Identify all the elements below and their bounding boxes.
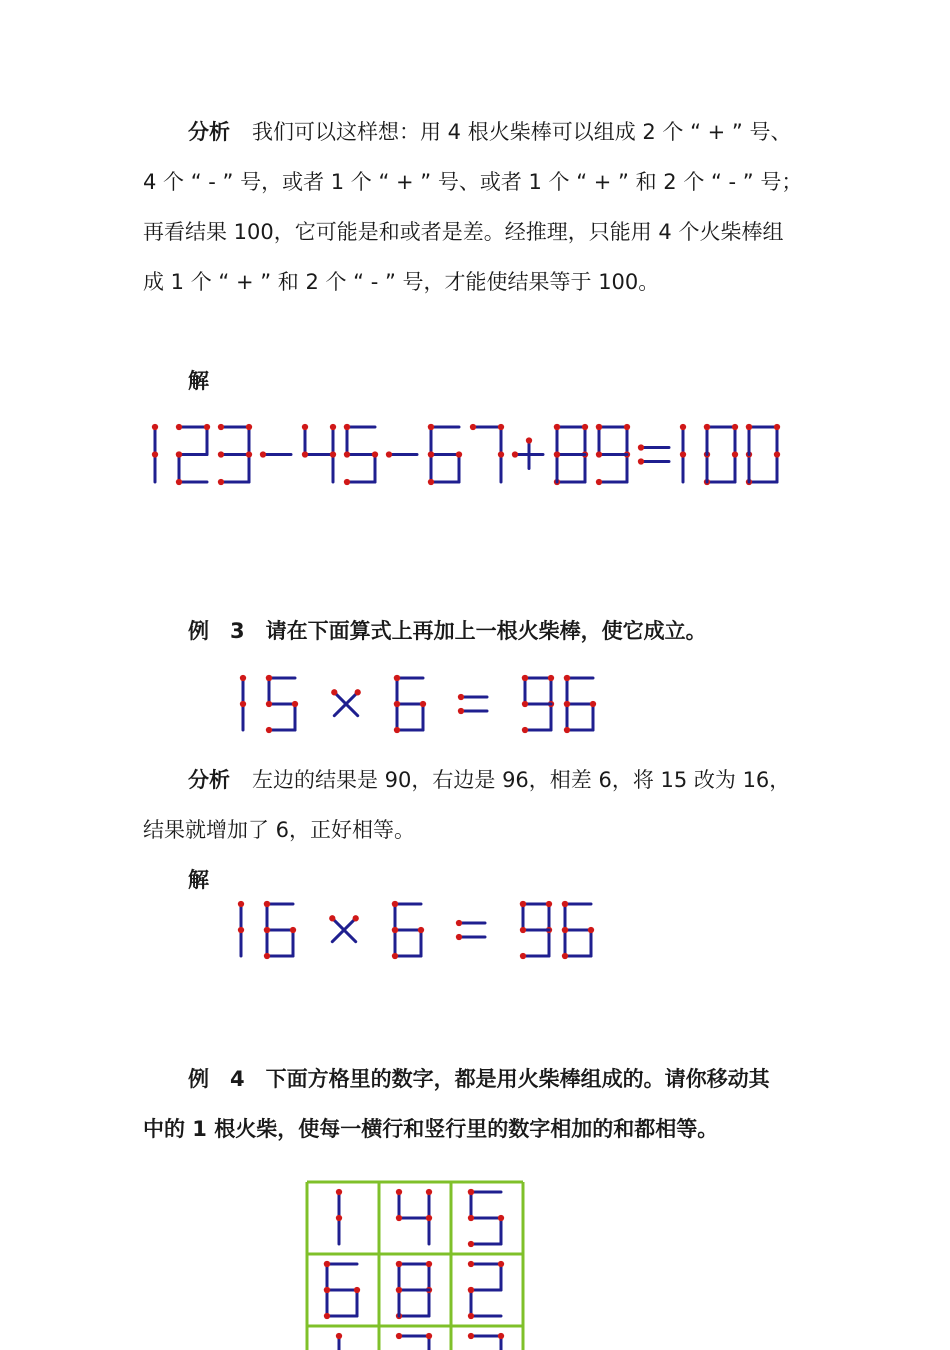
matchstick-head [522,727,528,733]
matchstick-head [336,1189,342,1195]
solution1-equation [0,410,950,500]
matchstick-head [498,1333,504,1339]
glyph-6 [324,1261,360,1319]
example3-analysis-label: 分析 [188,768,230,792]
matchstick-head [394,701,400,707]
matchstick-head [246,424,252,430]
glyph-5 [344,424,378,485]
matchstick-head [176,479,182,485]
matchstick-head [238,901,244,907]
glyph-= [638,444,669,464]
glyph-6 [428,424,462,485]
glyph-= [458,694,487,714]
matchstick-head [266,701,272,707]
matchstick-head [394,675,400,681]
matchstick-head [264,927,270,933]
glyph-1 [336,1333,342,1350]
matchstick-head [355,689,361,695]
matchstick-head [732,451,738,457]
glyph-9 [522,675,554,733]
matchstick-head [458,694,464,700]
matchstick-head [774,451,780,457]
matchstick-head [546,901,552,907]
matchstick-head [218,479,224,485]
matchstick-head [266,727,272,733]
matchstick-head [394,727,400,733]
matchstick-head [732,424,738,430]
matchstick-head [554,451,560,457]
matchstick-head [264,953,270,959]
matchstick-head [240,701,246,707]
glyph-0 [746,424,780,485]
matchstick-head [468,1287,474,1293]
glyph-3 [218,424,252,485]
solution1-label: 解 [188,369,209,393]
glyph-× [329,915,359,942]
matchstick-head [522,701,528,707]
analysis1-line-1 [188,117,791,147]
matchstick-head [329,915,335,921]
matchstick-head [152,424,158,430]
glyph-× [331,689,361,716]
matchstick-head [746,424,752,430]
glyph-= [456,920,485,940]
matchstick-head [426,1189,432,1195]
matchstick-head [176,451,182,457]
matchstick-head [596,424,602,430]
glyph-6 [562,901,594,959]
analysis1-line-4: 成 1 个 “ + ” 和 2 个 “ - ” 号，才能使结果等于 100。 [143,270,660,294]
matchstick-head [240,675,246,681]
matchstick-head [498,1261,504,1267]
example3-title: 例 3 请在下面算式上再加上一根火柴棒，使它成立。 [188,619,707,643]
matchstick-head [468,1189,474,1195]
glyph-6 [392,901,424,959]
matchstick-head [176,424,182,430]
matchstick-head [548,675,554,681]
example4-title-line-2: 中的 1 根火柴，使每一横行和竖行里的数字相加的和都相等。 [143,1117,719,1141]
matchstick-head [498,1215,504,1221]
matchstick-head [302,424,308,430]
matchstick-head [428,451,434,457]
glyph-1 [238,901,244,956]
glyph-2 [468,1261,504,1319]
glyph-6 [394,675,426,733]
matchstick-head [596,479,602,485]
matchstick-head [336,1215,342,1221]
matchstick-head [774,424,780,430]
matchstick-head [426,1215,432,1221]
example3-analysis-line-1 [188,765,790,795]
example4-title-line-1: 例 4 下面方格里的数字，都是用火柴棒组成的。请你移动其 [188,1067,770,1091]
matchstick-head [246,451,252,457]
matchstick-head [468,1333,474,1339]
matchstick-head [522,675,528,681]
analysis1-label: 分析 [188,120,230,144]
matchstick-head [428,479,434,485]
analysis1-line-2: 4 个 “ - ” 号，或者 1 个 “ + ” 号、或者 1 个 “ + ” 和 2 个 “ - ” 号； [143,170,803,194]
matchstick-head [564,701,570,707]
example3-equation [0,664,950,746]
matchstick-head [392,901,398,907]
matchstick-head [331,689,337,695]
matchstick-head [336,1333,342,1339]
matchstick-head [396,1189,402,1195]
matchstick-head [302,451,308,457]
matchstick-head [562,927,568,933]
matchstick-head [396,1333,402,1339]
matchstick-head [330,424,336,430]
matchstick-head [344,479,350,485]
matchstick-grid [305,1180,527,1350]
matchstick-head [260,451,266,457]
matchstick-head [266,675,272,681]
matchstick-head [468,1241,474,1247]
glyph-1 [680,424,686,482]
glyph-0 [704,424,738,485]
matchstick-head [520,901,526,907]
matchstick-head [218,451,224,457]
matchstick-head [562,953,568,959]
example3-solution-equation [0,890,950,972]
glyph-7 [396,1333,432,1350]
matchstick-head [562,901,568,907]
matchstick-head [498,451,504,457]
matchstick-head [564,727,570,733]
matchstick-head [456,920,462,926]
analysis1-line-3: 再看结果 100，它可能是和或者是差。经推理，只能用 4 个火柴棒组 [143,220,784,244]
matchstick-head [638,458,644,464]
matchstick-head [704,424,710,430]
matchstick-head [470,424,476,430]
analysis1-text-1: 我们可以这样想：用 4 根火柴棒可以组成 2 个 “ + ” 号、 [252,120,792,144]
matchstick-head [264,901,270,907]
matchstick-head [526,437,532,443]
matchstick-head [218,424,224,430]
matchstick-head [396,1261,402,1267]
matchstick-head [324,1287,330,1293]
matchstick-head [330,451,336,457]
matchstick-head [590,701,596,707]
matchstick-head [588,927,594,933]
example3-analysis-text-1: 左边的结果是 90，右边是 96，相差 6，将 15 改为 16， [252,768,791,792]
matchstick-head [372,451,378,457]
matchstick-head [428,424,434,430]
glyph-9 [596,424,630,485]
matchstick-head [386,451,392,457]
matchstick-head [292,701,298,707]
glyph-1 [240,675,246,730]
matchstick-head [624,424,630,430]
example3-solution-label: 解 [188,868,209,892]
glyph-2 [176,424,210,485]
glyph-5 [468,1189,504,1247]
matchstick-head [152,451,158,457]
matchstick-head [468,1215,474,1221]
example3-analysis-line-2: 结果就增加了 6，正好相等。 [143,818,416,842]
matchstick-head [582,424,588,430]
matchstick-head [498,424,504,430]
glyph-8 [396,1261,432,1319]
glyph-7 [468,1333,504,1350]
glyph-4 [302,424,336,482]
matchstick-head [354,1287,360,1293]
matchstick-head [392,953,398,959]
matchstick-head [680,451,686,457]
matchstick-head [426,1333,432,1339]
matchstick-head [458,708,464,714]
glyph-6 [564,675,596,733]
matchstick-head [520,953,526,959]
glyph-1 [152,424,158,482]
matchstick-head [638,444,644,450]
matchstick-head [204,424,210,430]
glyph-8 [554,424,588,485]
matchstick-head [520,927,526,933]
matchstick-head [238,927,244,933]
matchstick-head [596,451,602,457]
matchstick-head [564,675,570,681]
matchstick-head [344,424,350,430]
glyph-9 [520,901,552,959]
glyph-6 [264,901,296,959]
glyph-5 [266,675,298,733]
matchstick-head [324,1313,330,1319]
matchstick-head [456,934,462,940]
matchstick-head [420,701,426,707]
glyph-4 [396,1189,432,1244]
matchstick-head [456,451,462,457]
matchstick-head [392,927,398,933]
matchstick-head [426,1261,432,1267]
matchstick-head [554,424,560,430]
glyph-1 [336,1189,342,1244]
glyph-- [260,451,291,457]
matchstick-head [353,915,359,921]
glyph-- [386,451,417,457]
glyph-7 [470,424,504,482]
matchstick-head [396,1215,402,1221]
matchstick-head [512,451,518,457]
matchstick-head [324,1261,330,1267]
matchstick-head [396,1287,402,1293]
matchstick-head [290,927,296,933]
matchstick-head [468,1261,474,1267]
glyph-+ [512,437,543,468]
matchstick-head [468,1313,474,1319]
matchstick-head [344,451,350,457]
matchstick-head [418,927,424,933]
matchstick-head [680,424,686,430]
